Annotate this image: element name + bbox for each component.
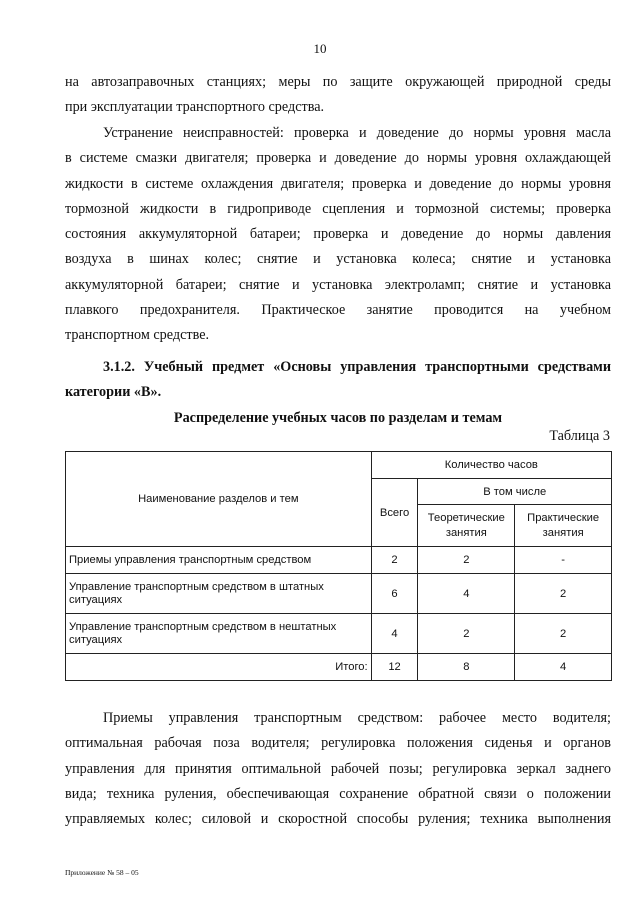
subject-heading (65, 355, 611, 406)
text-line: тормозной жидкости в гидроприводе сцепления и тормозной системы; проверка (65, 200, 611, 217)
table-row (66, 574, 612, 614)
row-practice: 2 (515, 614, 612, 654)
row-name: Приемы управления транспортным средством (66, 547, 372, 574)
text-line: воздуха в шинах колес; снятие и установка колеса; снятие и установка (65, 251, 611, 268)
summary-row (66, 654, 612, 681)
text-line: аккумуляторной батареи; снятие и установка электроламп; снятие и установка (65, 276, 611, 293)
text-line: на автозаправочных станциях; меры по защите окружающей природной среды (65, 74, 611, 90)
text-line: транспортном средстве. (65, 327, 210, 344)
row-total: 4 (371, 614, 418, 654)
row-total: 2 (371, 547, 418, 574)
row-total: 6 (371, 574, 418, 614)
text-line: при эксплуатации транспортного средства. (65, 99, 325, 116)
intro-paragraph (65, 70, 611, 121)
page-footer: Приложение № 58 – 05 (65, 868, 139, 877)
techniques-paragraph (65, 706, 611, 832)
row-theory: 2 (418, 547, 515, 574)
summary-theory: 8 (418, 654, 515, 681)
heading-line: 3.1.2. Учебный предмет «Основы управления транспортными средствами (103, 359, 611, 375)
total-column-header: Всего (371, 479, 418, 547)
hours-table (65, 451, 612, 681)
practice-column-header: Практические занятия (515, 505, 612, 547)
text-line: Приемы управления транспортным средством: рабочее место водителя; (103, 710, 611, 726)
row-practice: - (515, 547, 612, 574)
row-theory: 2 (418, 614, 515, 654)
text-line: плавкого предохранителя. Практическое занятие проводится на учебном (65, 302, 611, 319)
text-line: вида; техника руления, обеспечивающая сохранение обратной связи о положении (65, 785, 611, 802)
hours-column-header: Количество часов (371, 452, 611, 479)
summary-total: 12 (371, 654, 418, 681)
table-row (66, 614, 612, 654)
page-number: 10 (313, 41, 327, 56)
theory-column-header: Теоретические занятия (418, 505, 515, 547)
row-practice: 2 (515, 574, 612, 614)
name-column-header: Наименование разделов и тем (66, 452, 372, 547)
summary-practice: 4 (515, 654, 612, 681)
text-line: оптимальная рабочая поза водителя; регулировка положения сиденья и органов (65, 735, 611, 752)
text-line: управления для принятия оптимальной рабочей позы; регулировка зеркал заднего (65, 760, 611, 777)
row-name: Управление транспортным средством в штатных ситуациях (66, 574, 372, 614)
heading-line: категории «В». (65, 384, 162, 401)
summary-label: Итого: (66, 654, 372, 681)
table-number: Таблица 3 (549, 428, 610, 444)
table-title: Распределение учебных часов по разделам и темам (173, 410, 503, 426)
text-line: в системе смазки двигателя; проверка и доведение до нормы уровня охлаждающей (65, 150, 611, 167)
including-column-header: В том числе (418, 479, 612, 505)
table-row (66, 547, 612, 574)
repair-paragraph (65, 121, 611, 349)
text-line: Устранение неисправностей: проверка и доведение до нормы уровня масла (103, 125, 611, 141)
row-theory: 4 (418, 574, 515, 614)
text-line: состояния аккумуляторной батареи; проверка и доведение до нормы давления (65, 226, 611, 243)
text-line: управляемых колес; силовой и скоростной способы руления; техника выполнения (65, 811, 611, 828)
text-line: жидкости в системе охлаждения двигателя; проверка и доведение до нормы уровня (65, 175, 611, 192)
row-name: Управление транспортным средством в нештатных ситуациях (66, 614, 372, 654)
